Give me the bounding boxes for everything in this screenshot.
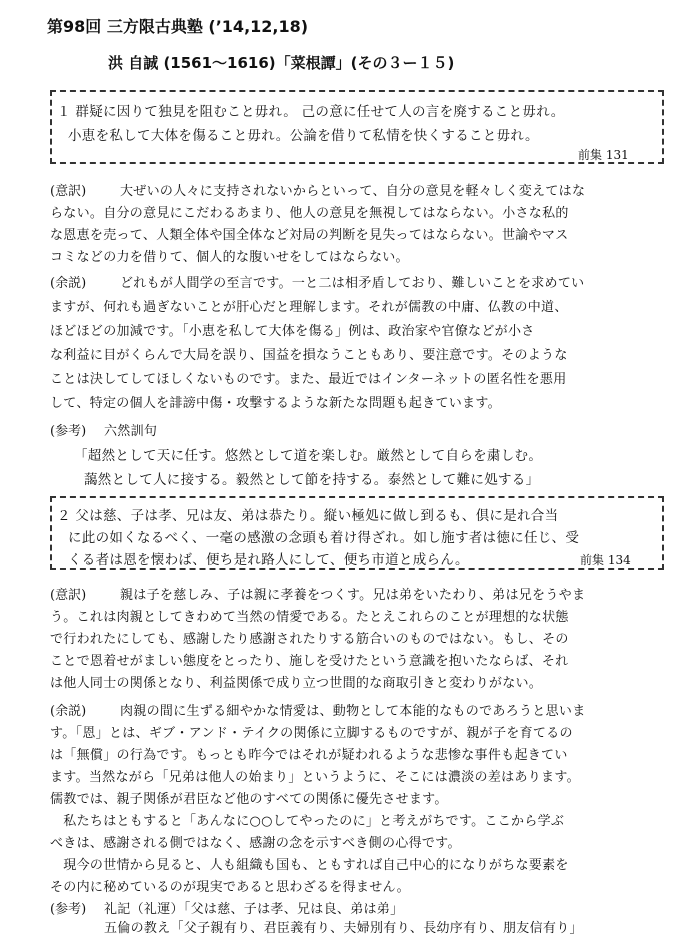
reference-label: (参考) — [50, 424, 87, 439]
reference-line: 五倫の教え「父子親有り、君臣義有り、夫婦別有り、長幼序有り、朋友信有り」 — [104, 921, 583, 936]
quote-1-line: 小恵を私して大体を傷ること毋れ。公論を借りて私情を快くすること毋れ。 — [68, 128, 539, 144]
quote-1-reference: 前集 131 — [578, 148, 629, 162]
translation-label: (意訳) — [50, 588, 87, 603]
translation-line: コミなどの力を借りて、個人的な腹いせをしてはならない。 — [50, 250, 409, 265]
commentary-line: その内に秘めているのが現実であると思わざるを得ません。 — [50, 880, 410, 895]
reference-title: 六然訓句 — [104, 424, 158, 439]
commentary-line: どれもが人間学の至言です。一と二は相矛盾しており、難しいことを求めてい — [120, 276, 585, 291]
commentary-label: (余説) — [50, 704, 87, 719]
quote-2-line: くる者は恩を懐わば、便ち是れ路人にして、便ち市道と成らん。 — [68, 552, 469, 568]
commentary-line: は「無償」の行為です。もっとも昨今ではそれが疑われるような悲惨な事件も起きてい — [50, 748, 568, 763]
commentary-line: な利益に目がくらんで大局を誤り、国益を損なうこともあり、要注意です。そのような — [50, 348, 568, 363]
translation-line: らない。自分の意見にこだわるあまり、他人の意見を無視してはならない。小さな私的 — [50, 206, 569, 221]
translation-line: な恩恵を売って、人類全体や国全体など対局の判断を見失ってはならない。世論やマス — [50, 228, 569, 243]
commentary-label: (余説) — [50, 276, 87, 291]
commentary-line: ます。当然ながら「兄弟は他人の始まり」というように、そこには濃淡の差はあります。 — [50, 770, 580, 785]
commentary-line: ますが、何れも過ぎないことが肝心だと理解します。それが儒教の中庸、仏教の中道、 — [50, 300, 568, 315]
commentary-line: 肉親の間に生ずる細やかな情愛は、動物として本能的なものであろうと思いま — [120, 704, 586, 719]
quote-2-reference: 前集 134 — [580, 553, 631, 567]
commentary-line: す。「恩」とは、ギブ・アンド・テイクの関係に立脚するものですが、親が子を育てるの — [50, 726, 573, 741]
quote-2-line: ２ 父は慈、子は孝、兄は友、弟は恭たり。縦い極処に做し到るも、倶に是れ合当 — [57, 508, 559, 524]
translation-line: う。これは肉親としてきわめて当然の情愛である。たとえこれらのことが理想的な状態 — [50, 610, 569, 625]
commentary-line: 私たちはともすると「あんなに○○してやったのに」と考えがちです。ここから学ぶ — [50, 814, 565, 829]
page-title: 第98回 三方限古典塾 (’14,12,18) — [47, 17, 309, 36]
commentary-line: 儒教では、親子関係が君臣など他のすべての関係に優先させます。 — [50, 792, 448, 807]
translation-line: で行われたにしても、感謝したり感謝されたりする筋合いのものではない。もし、その — [50, 632, 569, 647]
translation-line: 親は子を慈しみ、子は親に孝養をつくす。兄は弟をいたわり、弟は兄をうやま — [120, 588, 586, 603]
commentary-line: ほどほどの加減です。「小恵を私して大体を傷る」例は、政治家や官僚などが小さ — [50, 324, 535, 339]
reference-line: 藹然として人に接する。毅然として節を持する。泰然として難に処する」 — [84, 472, 540, 488]
quote-1-line: １ 群疑に因りて独見を阻むこと毋れ。 己の意に任せて人の言を廃すること毋れ。 — [57, 104, 565, 120]
reference-line: 礼記（礼運）「父は慈、子は孝、兄は良、弟は弟」 — [104, 902, 404, 917]
commentary-line: べきは、感謝される側ではなく、感謝の念を示すべき側の心得です。 — [50, 836, 461, 851]
quote-2-line: に此の如くなるべく、一毫の感激の念頭も着け得ざれ。如し施す者は徳に任じ、受 — [68, 530, 580, 546]
page-subtitle: 洪 自誠 (1561〜1616)「菜根譚」(その３ー１５) — [108, 54, 455, 72]
translation-line: ことで恩着せがましい態度をとったり、施しを受けたという意識を抱いたならば、それ — [50, 654, 569, 669]
translation-line: 大ぜいの人々に支持されないからといって、自分の意見を軽々しく変えてはな — [120, 184, 586, 199]
translation-label: (意訳) — [50, 184, 87, 199]
reference-label: (参考) — [50, 902, 87, 917]
commentary-line: して、特定の個人を誹謗中傷・攻撃するような新たな問題も起きています。 — [50, 396, 501, 411]
translation-line: は他人同士の関係となり、利益関係で成り立つ世間的な商取引きと変わりがない。 — [50, 676, 543, 691]
commentary-line: 現今の世情から見ると、人も組織も国も、ともすれば自己中心的になりがちな要素を — [50, 858, 569, 873]
commentary-line: ことは決してしてほしくないものです。また、最近ではインターネットの匿名性を悪用 — [50, 372, 567, 387]
reference-line: 「超然として天に任す。悠然として道を楽しむ。厳然として自らを粛しむ。 — [74, 448, 543, 464]
